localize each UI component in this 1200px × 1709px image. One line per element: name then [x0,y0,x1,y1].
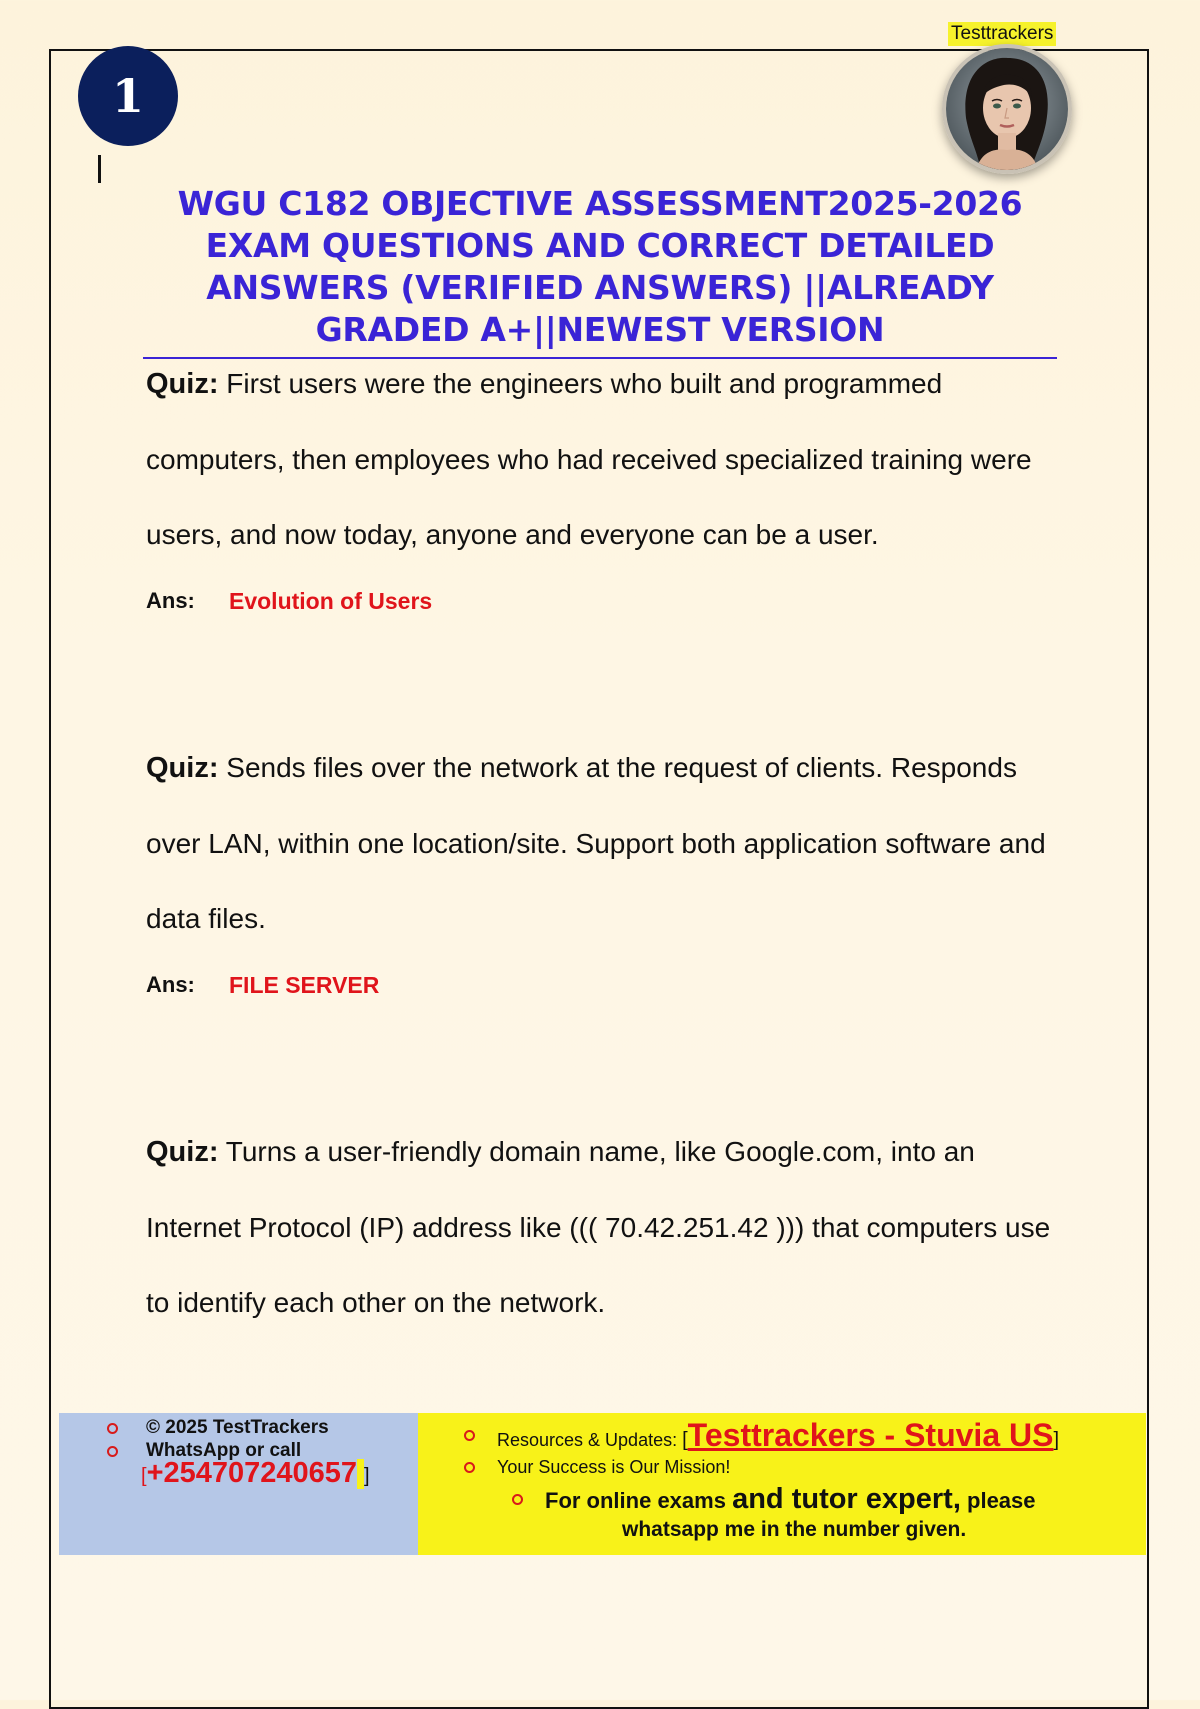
footer-phone[interactable]: [+254707240657 ] [141,1457,370,1489]
quiz-question-block [146,1114,1066,1340]
text-cursor [98,155,101,183]
page-number-badge [78,46,178,146]
bullet-icon [107,1446,118,1457]
answer-label: Ans: [146,588,195,613]
author-portrait-icon [946,48,1068,170]
avatar [942,44,1072,174]
footer-info-panel [418,1413,1146,1555]
stuvia-link[interactable]: Testtrackers - Stuvia US [687,1417,1054,1453]
mission-text: Your Success is Our Mission! [497,1457,731,1477]
answer-row [146,584,1066,618]
footer-copyright-row [107,1417,329,1439]
quiz-question-block [146,346,1066,572]
quiz-question-block [146,730,1066,956]
quiz-label: Quiz: [146,1136,219,1168]
expert-text-3: please [967,1488,1036,1513]
phone-number[interactable]: +254707240657 [146,1457,358,1489]
quiz-label: Quiz: [146,368,219,400]
footer-whatsapp-label: WhatsApp or call [146,1440,302,1461]
quiz-item [146,730,1066,1002]
expert-text-2: and tutor expert, [732,1483,961,1515]
brand-tag: Testtrackers [948,22,1056,46]
answer-row [146,968,1066,1002]
quiz-question: First users were the engineers who built and programmed computers, then employees who had received specialized training were users, and now today, anyone and everyone can be a user. [146,368,1032,550]
page-number: 1 [111,69,144,123]
quiz-question: Turns a user-friendly domain name, like Google.com, into an Internet Protocol (IP) address like ((( 70.42.251.42 ))) that computers use to identify each other on the network. [146,1136,1051,1318]
bullet-icon [464,1462,475,1473]
quiz-item [146,1114,1066,1340]
bullet-icon [464,1430,475,1441]
expert-text-line2: whatsapp me in the number given. [622,1518,967,1541]
answer-value: Evolution of Users [229,587,433,614]
page-title: WGU C182 OBJECTIVE ASSESSMENT2025-2026 EXAM QUESTIONS AND CORRECT DETAILED ANSWERS (VERIFIED ANSWERS) ||ALREADY GRADED A+||NEWEST VERSION [177,184,1023,349]
footer-expert-row [512,1483,1036,1516]
expert-text-1: For online exams [545,1488,726,1513]
footer-contact-panel [59,1413,418,1555]
bullet-icon [107,1423,118,1434]
quiz-item [146,346,1066,618]
quiz-label: Quiz: [146,752,219,784]
footer-resources-row: Resources & Updates: [Testtrackers - Stuvia US] [464,1417,1059,1454]
footer-mission-row [464,1457,730,1478]
quiz-question: Sends files over the network at the request of clients. Responds over LAN, within one location/site. Support both application software and data files. [146,752,1046,934]
answer-value: FILE SERVER [229,971,380,998]
answer-label: Ans: [146,972,195,997]
bullet-icon [512,1494,523,1505]
resources-label: Resources & Updates: [497,1430,678,1450]
footer-copyright: © 2025 TestTrackers [146,1417,329,1438]
